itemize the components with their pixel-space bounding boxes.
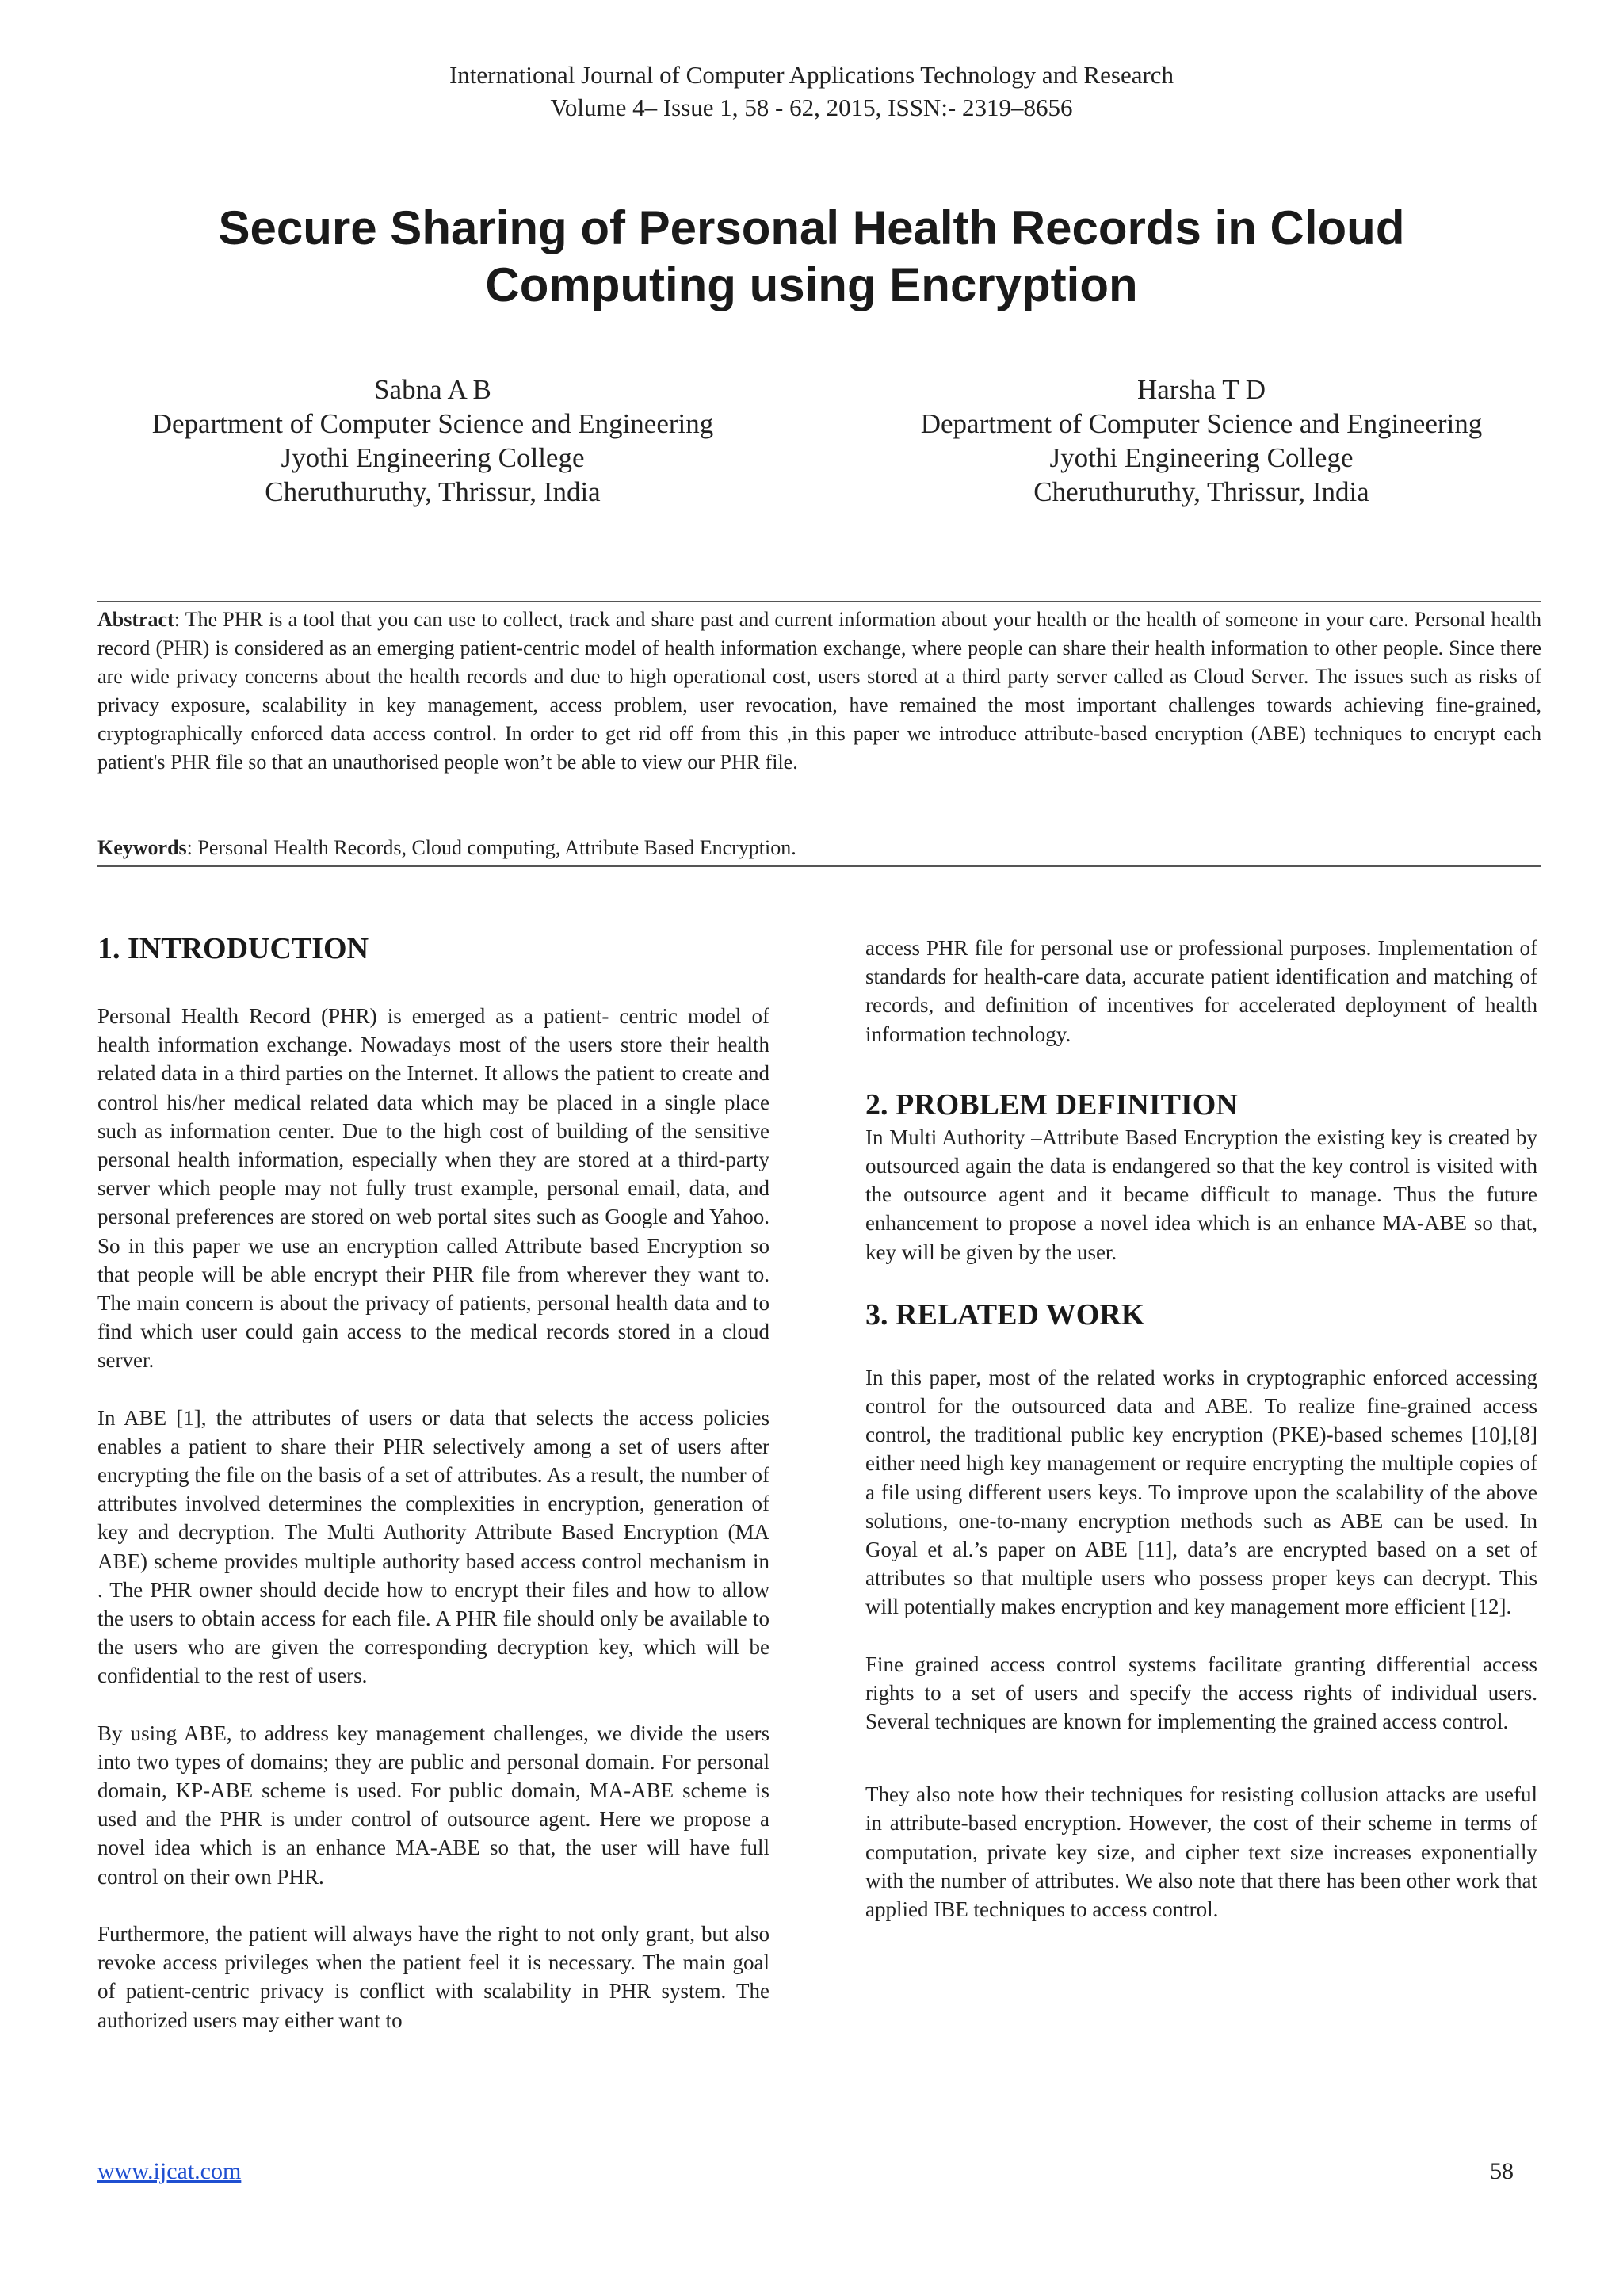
section-heading-related-work: 3. RELATED WORK bbox=[865, 1297, 1145, 1331]
author-college: Jyothi Engineering College bbox=[281, 442, 585, 473]
abstract-text: : The PHR is a tool that you can use to collect, track and share past and current information about your health or the health of someone in your care. Personal health record (PHR) is considered as an emerging patient-centric model of health information exchange, where people can share their health information to other people. Since there are wide privacy concerns about the health records and due to high operational cost, users stored at a third party server called as Cloud Server. The issues such as risks of privacy exposure, scalability in key management, access problem, user revocation, have remained the most important challenges towards achieving fine-grained, cryptographically enforced data access control. In order to get rid off from this ,in this paper we introduce attribute-based encryption (ABE) techniques to encrypt each patient's PHR file so that an unauthorised people won’t be able to view our PHR file. bbox=[97, 608, 1541, 774]
paper-title bbox=[135, 200, 1488, 314]
author-college: Jyothi Engineering College bbox=[1049, 442, 1354, 473]
author-department: Department of Computer Science and Engineering bbox=[151, 408, 714, 439]
author-location: Cheruthuruthy, Thrissur, India bbox=[1033, 476, 1369, 507]
paragraph: In this paper, most of the related works in cryptographic enforced accessing control for the outsourced data and ABE. To realize fine-grained access control, the traditional public key encryption (PKE)-based schemes [10],[8] either need high key management or require encrypting the multiple copies of a file using different users keys. To improve upon the scalability of the above solutions, one-to-many encryption methods such as ABE can be used. In Goyal et al.’s paper on ABE [11], data’s are encrypted based on a set of attributes so that multiple users who possess proper keys can decrypt. This will potentially makes encryption and key management more efficient [12]. bbox=[865, 1365, 1537, 1619]
abstract-top-rule bbox=[97, 601, 1541, 602]
page-number: 58 bbox=[1490, 2158, 1514, 2184]
author-block-1 bbox=[76, 372, 789, 509]
title-line-2: Computing using Encryption bbox=[485, 258, 1138, 311]
abstract bbox=[97, 606, 1541, 777]
section-heading-introduction: 1. INTRODUCTION bbox=[97, 932, 369, 965]
abstract-bottom-rule bbox=[97, 865, 1541, 867]
volume-info: Volume 4– Issue 1, 58 - 62, 2015, ISSN:- 2319–8656 bbox=[550, 94, 1073, 121]
paragraph: Furthermore, the patient will always have the right to not only grant, but also revoke access privileges when the patient feel it is necessary. The main goal of patient-centric privacy is conflict with scalability in PHR system. The authorized users may either want to bbox=[97, 1921, 769, 2032]
paragraph: By using ABE, to address key management challenges, we divide the users into two types of domains; they are public and personal domain. For personal domain, KP-ABE scheme is used. For public domain, MA-ABE scheme is used and the PHR is under control of outsource agent. Here we propose a novel idea which is an enhance MA-ABE so that, the user will have full control on their own PHR. bbox=[97, 1721, 769, 1889]
website-link[interactable]: www.ijcat.com bbox=[97, 2158, 242, 2184]
author-name: Harsha T D bbox=[1136, 374, 1266, 405]
paragraph: They also note how their techniques for resisting collusion attacks are useful in attribute-based encryption. However, the cost of their scheme in terms of computation, private key size, and cipher text size increases exponentially with the number of attributes. We also note that there has been other work that applied IBE techniques to access control. bbox=[865, 1782, 1537, 1922]
author-block-2 bbox=[845, 372, 1558, 509]
keywords-label: Keywords bbox=[97, 836, 187, 859]
author-location: Cheruthuruthy, Thrissur, India bbox=[265, 476, 601, 507]
right-column bbox=[865, 934, 1537, 1924]
keywords bbox=[97, 834, 1541, 862]
title-line-1: Secure Sharing of Personal Health Records in Cloud bbox=[218, 201, 1405, 254]
paragraph: Fine grained access control systems facilitate granting differential access rights to a set of users and specify the access rights of individual users. Several techniques are known for implementing the grained access control. bbox=[865, 1652, 1537, 1734]
paragraph: Personal Health Record (PHR) is emerged as a patient- centric model of health information exchange. Nowadays most of the users store their health related data in a third parties on the Internet. It allows the patient to create and control his/her medical related data which may be placed in a single place such as information center. Due to the high cost of building of the sensitive personal health information, especially when they are stored at a third-party server which people may not fully trust example, personal email, data, and personal preferences are stored on web portal sites such as Google and Yahoo. So in this paper we use an encryption called Attribute based Encryption so that people will be able encrypt their PHR file from wherever they want to. The main concern is about the privacy of patients, personal health data and to find which user could gain access to the medical records stored in a cloud server. bbox=[97, 1004, 769, 1373]
paragraph: In ABE [1], the attributes of users or data that selects the access policies enables a patient to share their PHR selectively among a set of users after encrypting the file on the basis of a set of attributes. As a result, the number of attributes involved determines the complexities in encryption, generation of key and decryption. The Multi Authority Attribute Based Encryption (MA ABE) scheme provides multiple authority based access control mechanism in . The PHR owner should decide how to encrypt their files and how to allow the users to obtain access for each file. A PHR file should only be available to the users who are given the corresponding decryption key, which will be confidential to the rest of users. bbox=[97, 1405, 769, 1688]
section-heading-problem-definition: 2. PROBLEM DEFINITION bbox=[865, 1087, 1238, 1121]
left-column bbox=[97, 930, 769, 2034]
author-name: Sabna A B bbox=[374, 374, 491, 405]
journal-name: International Journal of Computer Applications Technology and Research bbox=[449, 61, 1174, 89]
paragraph: In Multi Authority –Attribute Based Encryption the existing key is created by outsourced again the data is endangered so that the key control is visited with the outsource agent and it became difficult to manage. Thus the future enhancement to propose a novel idea which is an enhance MA-ABE so that, key will be given by the user. bbox=[865, 1125, 1537, 1264]
keywords-text: : Personal Health Records, Cloud computing, Attribute Based Encryption. bbox=[186, 836, 796, 859]
abstract-label: Abstract bbox=[97, 608, 174, 631]
journal-header bbox=[0, 59, 1623, 124]
paragraph: access PHR file for personal use or professional purposes. Implementation of standards for health-care data, accurate patient identification and matching of records, and definition of incentives for accelerated deployment of health information technology. bbox=[865, 936, 1537, 1046]
author-department: Department of Computer Science and Engineering bbox=[920, 408, 1483, 439]
